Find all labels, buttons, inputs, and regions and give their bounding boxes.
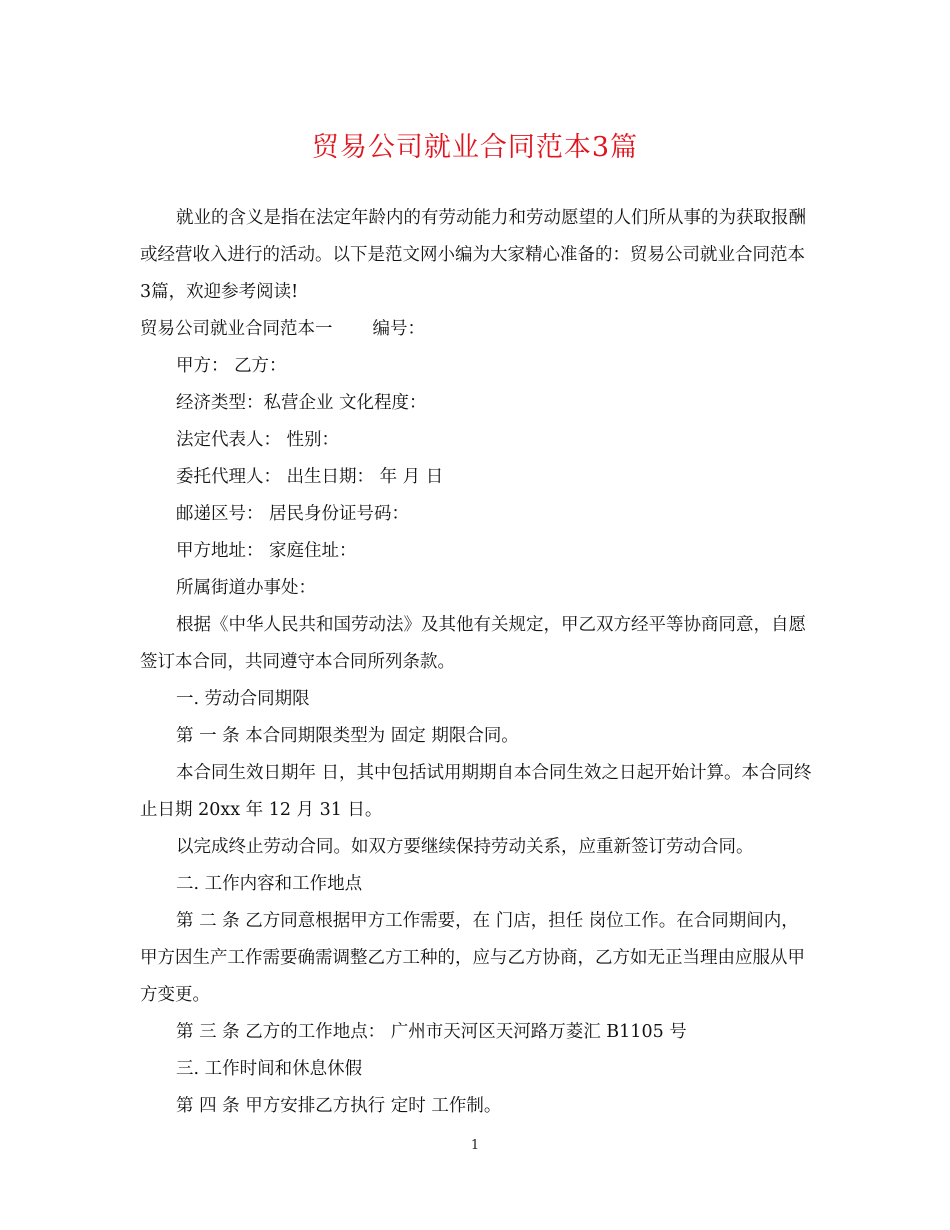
contract-heading: 贸易公司就业合同范本一 [140,319,333,339]
document-body [140,200,812,1125]
field-parties: 甲方： 乙方： [176,356,287,376]
clause-4: 第 四 条 甲方安排乙方执行 定时 工作制。 [176,1096,502,1116]
clause-1: 第 一 条 本合同期限类型为 固定 期限合同。 [176,726,519,746]
field-address: 甲方地址： 家庭住址： [176,541,357,561]
field-subdistrict-office: 所属街道办事处： [176,578,316,598]
field-postal-code: 邮递区号： 居民身份证号码： [176,504,410,524]
clause-1-effective-date: 本合同生效日期年 日，其中包括试用期期自本合同生效之日起开始计算。本合同终止日期 20xx 年 12 月 31 日。 [140,763,812,820]
field-economic-type: 经济类型：私营企业 文化程度： [176,393,427,413]
intro-paragraph: 就业的含义是指在法定年龄内的有劳动能力和劳动愿望的人们所从事的为获取报酬或经营收入进行的活动。以下是范文网小编为大家精心准备的：贸易公司就业合同范本3篇，欢迎参考阅读! [140,208,806,302]
document-title: 贸易公司就业合同范本3篇 [311,132,639,163]
field-agent: 委托代理人： 出生日期： 年 月 日 [176,467,444,487]
clause-2: 第 二 条 乙方同意根据甲方工作需要，在 门店，担任 岗位工作。在合同期间内，甲方因生产工作需要确需调整乙方工种的，应与乙方协商，乙方如无正当理由应服从甲方变更。 [140,911,805,1005]
clause-3: 第 三 条 乙方的工作地点： 广州市天河区天河路万菱汇 B1105 号 [176,1022,687,1042]
contract-heading-line [140,311,812,348]
section-heading-term: 一. 劳动合同期限 [176,689,310,709]
preamble-paragraph: 根据《中华人民共和国劳动法》及其他有关规定，甲乙双方经平等协商同意，自愿签订本合同，共同遵守本合同所列条款。 [140,615,806,672]
section-heading-work-content: 二. 工作内容和工作地点 [176,874,363,894]
section-heading-working-hours: 三. 工作时间和休息休假 [176,1059,363,1079]
clause-1-termination: 以完成终止劳动合同。如双方要继续保持劳动关系，应重新签订劳动合同。 [176,837,754,857]
page-number: 1 [470,1138,480,1153]
field-legal-representative: 法定代表人： 性别： [176,430,340,450]
number-label: 编号： [372,319,425,339]
